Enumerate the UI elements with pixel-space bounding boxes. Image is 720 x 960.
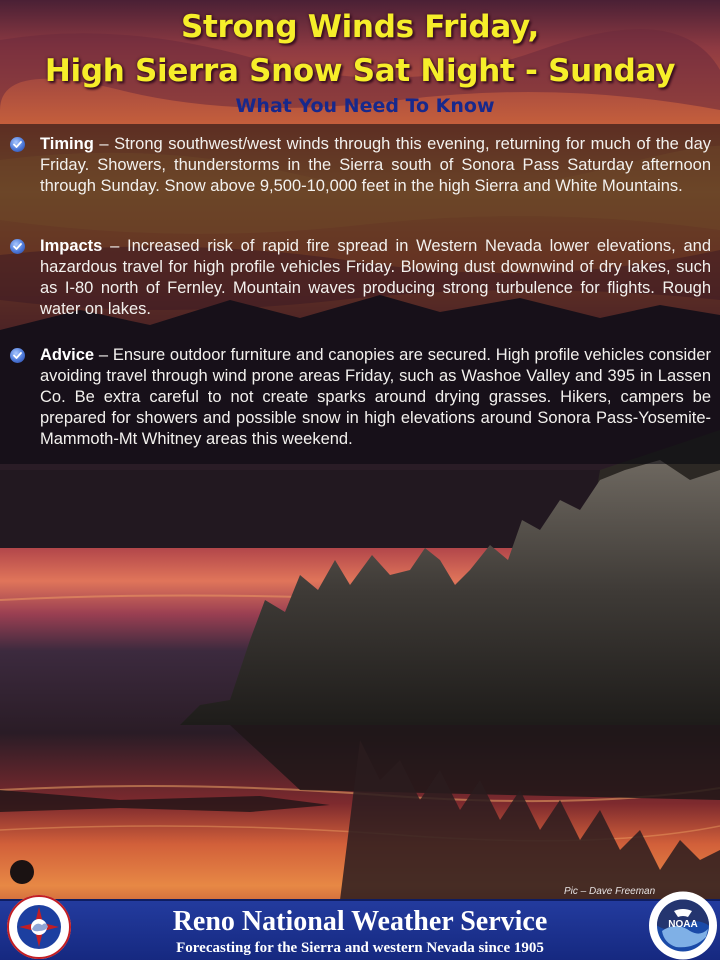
nws-logo-icon: [6, 894, 72, 960]
info-panel: [0, 124, 720, 464]
item-body: – Increased risk of rapid fire spread in Western Nevada lower elevations, and hazardous travel for high profile vehicles Friday. Blowing dust downwind of dry lakes, such as I-80 north of Fernley. Mountain waves producing strong turbulence for flights. Rough water on lakes.: [40, 237, 711, 318]
footer-title: Reno National Weather Service: [172, 906, 548, 937]
item-body: – Strong southwest/west winds through this evening, returning for much of the day Friday. Showers, thunderstorms in the Sierra south of Sonora Pass Saturday afternoon through Sunday. Snow above 9,500-10,000 feet in the high Sierra and White Mountains.: [40, 135, 711, 195]
list-item-text: [40, 236, 711, 320]
footer-subtitle: Forecasting for the Sierra and western Nevada since 1905: [176, 940, 544, 956]
footer: [0, 899, 720, 960]
list-item-text: [40, 345, 711, 450]
noaa-logo-text: NOAA: [668, 919, 698, 930]
checkmark-bullet-icon: [10, 348, 25, 363]
item-label: Timing: [40, 135, 94, 153]
checkmark-bullet-icon: [10, 137, 25, 152]
page-title-line2: High Sierra Snow Sat Night - Sunday: [44, 53, 676, 89]
item-label: Advice: [40, 346, 95, 364]
page-subtitle: What You Need To Know: [235, 95, 495, 117]
item-label: Impacts: [40, 237, 103, 255]
photo-credit: Pic – Dave Freeman: [564, 886, 656, 897]
noaa-logo-icon: [648, 891, 718, 960]
list-item-text: [40, 134, 711, 197]
page-title-line1: Strong Winds Friday,: [181, 9, 539, 45]
item-body: – Ensure outdoor furniture and canopies are secured. High profile vehicles consider avoiding travel through wind prone areas Friday, such as Washoe Valley and 395 in Lassen Co. Be extra careful to not create sparks around drying grasses. Hikers, campers be prepared for showers and possible snow in high elevations around Sonora Pass-Yosemite-Mammoth-Mt Whitney areas this weekend.: [40, 346, 711, 448]
checkmark-bullet-icon: [10, 239, 25, 254]
